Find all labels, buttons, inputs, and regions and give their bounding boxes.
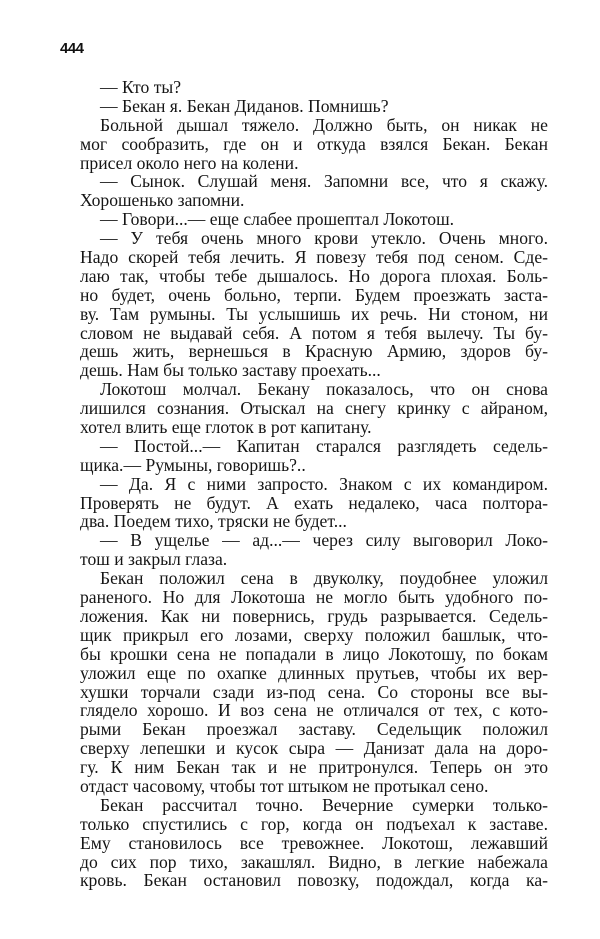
text-line: сверху лепешки и кусок сыра — Данизат дала на доро- [80,738,548,759]
text-line: — Постой...— Капитан старался разглядеть седель- [100,435,548,456]
text-line: хушки торчали сзади из-под сена. Со стороны все вы- [80,681,548,702]
text-line: Ему становилось все тревожнее. Локотош, лежавший [80,832,548,853]
text-line: бы крошки сена не попадали в лицо Локотошу, по бокам [80,643,548,664]
text-line: до сих пор тихо, закашлял. Видно, в легкие набежала [80,851,548,872]
text-line: ву. Там румыны. Ты услышишь их речь. Ни стоном, ни [80,303,548,324]
text-line: — В ущелье — ад...— через силу выговорил Локо- [100,530,548,551]
text-line: щик прикрыл его лозами, сверху положил башлык, что- [80,624,548,645]
text-line: Бекан рассчитал точно. Вечерние сумерки только- [100,794,548,815]
text-line: Бекан положил сена в двуколку, поудобнее уложил [100,568,548,589]
text-line: Проверять не будут. А ехать недалеко, часа полтора- [80,492,548,513]
text-line: лишился сознания. Отыскал на снегу кринку с айраном, [80,398,548,419]
text-line: присел около него на колени. [80,152,299,173]
text-line: тош и закрыл глаза. [80,549,228,570]
text-line: уложил еще по охапке длинных прутьев, чтобы их вер- [80,662,548,683]
text-line: рыми Бекан проезжал заставу. Седельщик положил [80,719,548,740]
text-line: — У тебя очень много крови утекло. Очень много. [100,228,548,249]
text-line: щика.— Румыны, говоришь?.. [80,454,306,475]
text-line: Хорошенько запомни. [80,190,245,211]
text-line: только спустились с гор, когда он подъехал к заставе. [80,813,548,834]
text-line: глядело хорошо. И воз сена не отличался от тех, с кото- [80,700,548,721]
text-line: кровь. Бекан остановил повозку, подождал, когда ка- [80,870,548,891]
page-number: 444 [60,40,84,57]
text-line: дешь жить, вернешься в Красную Армию, здоров бу- [80,341,548,362]
text-line: лаю так, чтобы тебе дышалось. Но дорога плохая. Боль- [80,265,548,286]
text-line: Больной дышал тяжело. Должно быть, он никак не [100,114,548,135]
text-line: — Сынок. Слушай меня. Запомни все, что я скажу. [100,171,548,192]
text-line: — Да. Я с ними запросто. Знаком с их командиром. [100,473,548,494]
text-line: — Говори...— еще слабее прошептал Локотош. [100,209,455,230]
text-line: — Бекан я. Бекан Диданов. Помнишь? [100,95,389,116]
text-line: Локотош молчал. Бекану показалось, что он снова [100,379,548,400]
body-text [80,78,548,890]
text-line: Надо скорей тебя лечить. Я повезу тебя под сеном. Сде- [80,247,548,268]
text-line: словом не выдавай себя. А потом я тебя вылечу. Ты бу- [80,322,548,343]
text-line: но будет, очень больно, терпи. Будем проезжать заста- [80,284,548,305]
text-line: два. Поедем тихо, тряски не будет... [80,511,347,532]
text-line: отдаст часовому, чтобы тот штыком не протыкал сено. [80,775,489,796]
text-line: хотел влить еще глоток в рот капитану. [80,417,372,438]
text-line: дешь. Нам бы только заставу проехать... [80,360,381,381]
text-line: ложения. Как ни повернись, грудь разрывается. Седель- [80,605,548,626]
text-line: гу. К ним Бекан так и не притронулся. Теперь он это [80,757,548,778]
text-line: раненого. Но для Локотоша не могло быть удобного по- [80,587,548,608]
text-line: мог сообразить, где он и откуда взялся Бекан. Бекан [80,133,548,154]
text-line: — Кто ты? [100,77,182,97]
